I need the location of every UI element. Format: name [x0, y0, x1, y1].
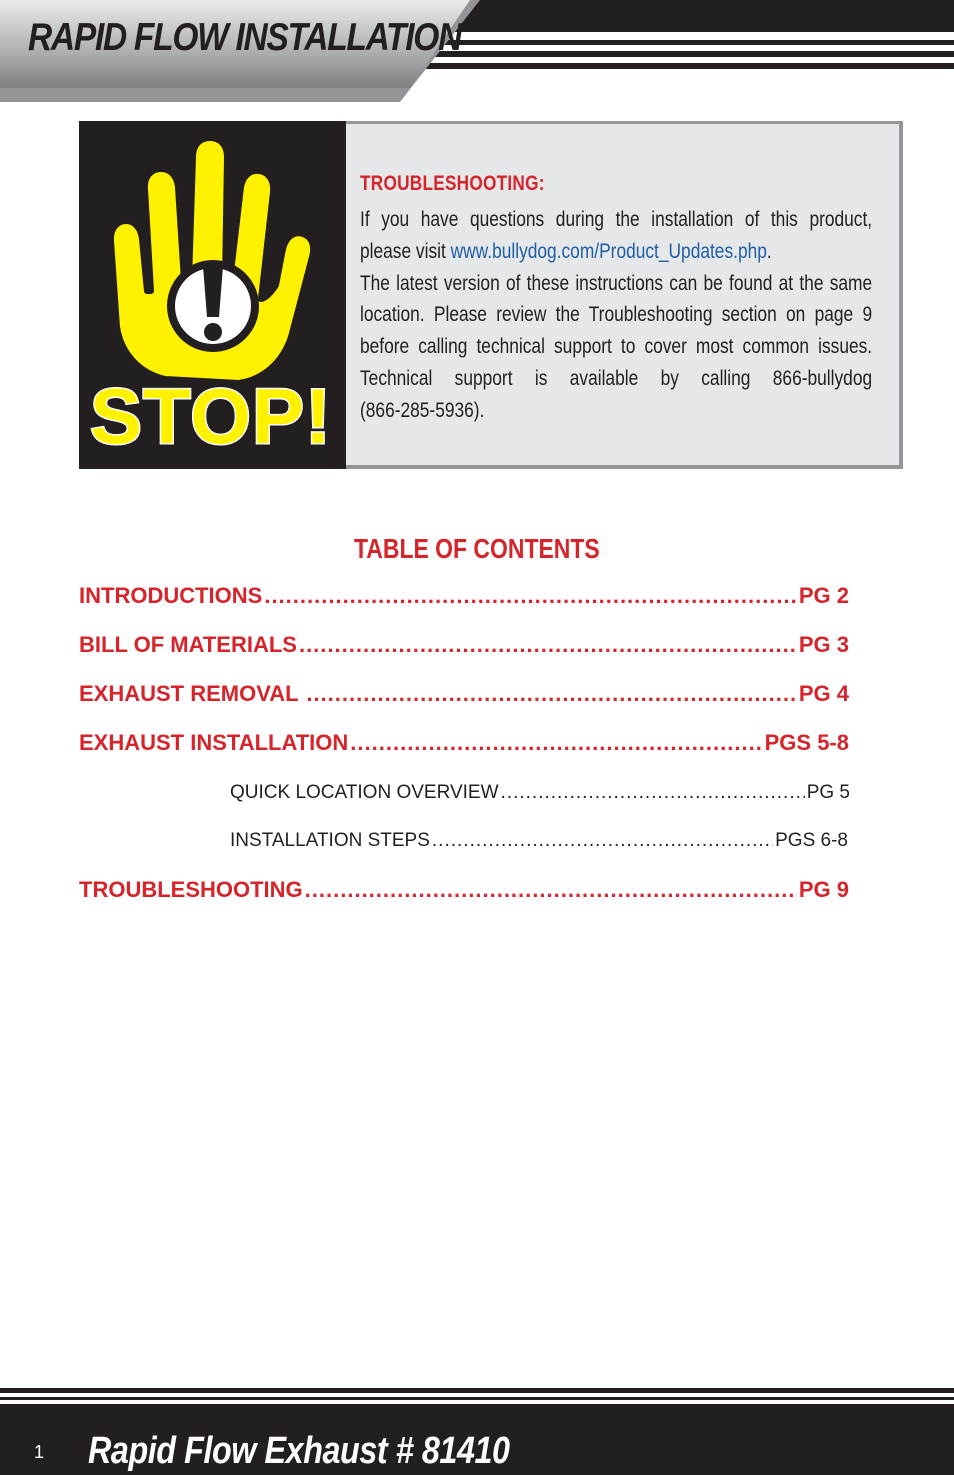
page-number: 1 [34, 1442, 45, 1462]
notice-line: before calling technical support to cover most common issues. [360, 335, 873, 359]
troubleshooting-text-panel [346, 121, 903, 469]
footer-rule [0, 1397, 954, 1400]
stop-hand-icon [79, 121, 346, 469]
notice-line-suffix: . [766, 239, 772, 263]
notice-line: Technical support is available by calling 866-bullydog [360, 366, 873, 390]
page-footer [0, 1388, 954, 1475]
toc-entry-troubleshooting[interactable]: TROUBLESHOOTING ..... PG 9 [79, 877, 849, 903]
footer-bar [0, 1404, 954, 1475]
notice-line [360, 236, 872, 268]
footer-rule [0, 1388, 954, 1393]
notice-line-prefix: please visit [360, 239, 451, 263]
toc-entry-introductions[interactable]: INTRODUCTIONS ..... PG 2 [79, 583, 849, 609]
toc-entry-bill-of-materials[interactable]: BILL OF MATERIALS ..... PG 3 [79, 632, 849, 658]
troubleshooting-notice [79, 121, 903, 469]
page-header [0, 0, 954, 105]
stop-sign-panel [79, 121, 346, 469]
product-updates-link[interactable]: www.bullydog.com/Product_Updates.php [450, 239, 767, 263]
troubleshooting-body [360, 204, 872, 427]
notice-line: The latest version of these instructions can be found at the same [360, 271, 873, 295]
header-title: RAPID FLOW INSTALLATION [28, 16, 461, 59]
toc-title: TABLE OF CONTENTS [354, 533, 600, 564]
toc-entry-installation-steps[interactable]: INSTALLATION STEPS ..... PGS 6-8 [230, 830, 848, 852]
troubleshooting-heading: TROUBLESHOOTING: [360, 172, 545, 195]
notice-line: location. Please review the Troubleshooting section on page 9 [360, 303, 873, 327]
toc-entry-quick-location-overview[interactable]: QUICK LOCATION OVERVIEW ..... PG 5 [230, 782, 850, 804]
stop-sign-text: STOP! [90, 372, 332, 460]
footer-title: Rapid Flow Exhaust # 81410 [88, 1430, 510, 1472]
notice-line: (866-285-5936). [360, 398, 485, 422]
toc-entry-exhaust-installation[interactable]: EXHAUST INSTALLATION ..... PGS 5-8 [79, 730, 849, 756]
toc-entry-exhaust-removal[interactable]: EXHAUST REMOVAL ..... PG 4 [79, 681, 849, 707]
notice-line: If you have questions during the installation of this product, [360, 208, 873, 231]
